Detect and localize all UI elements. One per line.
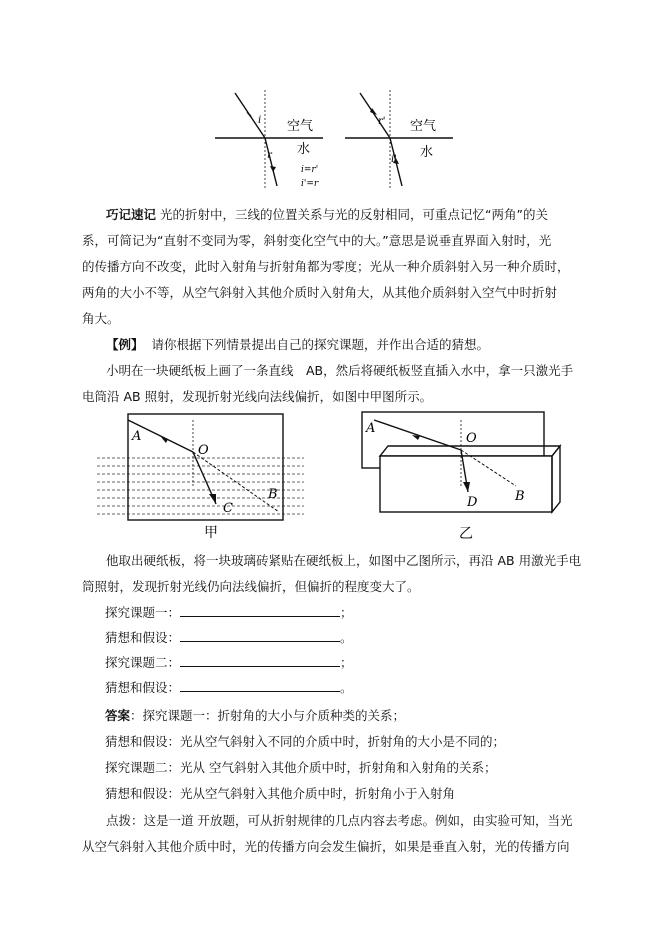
blank-topic-1 xyxy=(105,602,575,624)
air-label: 空气 xyxy=(287,119,314,134)
angle-i-label: i xyxy=(258,115,262,126)
point-D-yi: D xyxy=(467,495,478,510)
answer-line-4: 猜想和假设：光从空气斜射入其他介质中时，折射角小于入射角 xyxy=(105,786,456,801)
blank-hypothesis-1-field[interactable] xyxy=(180,628,340,642)
angle-r-label: r xyxy=(267,150,272,161)
example-para1-line2: 电筒沿 AB 照射，发现折射光线向法线偏折，如图中甲图所示。 xyxy=(82,389,433,404)
equation-2: i'=r xyxy=(301,179,319,189)
hint-line-2: 从空气斜射入其他介质中时，光的传播方向会发生偏折，如果是垂直入射，光的传播方向 xyxy=(82,839,570,854)
example-para1-line1: 小明在一块硬纸板上画了一条直线 AB，然后将硬纸板竖直插入水中，拿一只激光手 xyxy=(106,363,574,378)
point-A-yi: A xyxy=(366,421,376,436)
blank-hypothesis-1-end: 。 xyxy=(340,630,353,645)
point-B-yi: B xyxy=(515,489,525,504)
memo-line-5: 角大。 xyxy=(82,311,120,326)
memo-line-2: 系，可简记为“直射不变同为零，斜射变化空气中的大。”意思是说垂直界面入射时，光 xyxy=(82,233,552,248)
point-O-yi: O xyxy=(466,431,477,446)
point-C-jia: C xyxy=(223,501,233,516)
diagram-air-to-water xyxy=(215,90,323,190)
water-label: 水 xyxy=(297,142,311,157)
memo-line-1 xyxy=(82,202,582,228)
answer-line-2: 猜想和假设：光从空气斜射入不同的介质中时，折射角的大小是不同的； xyxy=(105,734,506,749)
blank-hypothesis-2-field[interactable] xyxy=(180,678,340,692)
blank-topic-2 xyxy=(105,652,575,674)
blank-topic-2-field[interactable] xyxy=(180,653,340,667)
blank-hypothesis-1-label: 猜想和假设： xyxy=(105,630,181,645)
example-label: 【例】 xyxy=(106,337,144,352)
point-B-jia: B xyxy=(268,487,278,502)
caption-jia: 甲 xyxy=(204,525,218,540)
memo-text-1: 光的折射中，三线的位置关系与光的反射相同，可重点记忆“两角”的关 xyxy=(160,207,548,222)
point-O-jia: O xyxy=(198,443,209,458)
answer-line-1 xyxy=(105,705,575,727)
blank-topic-1-field[interactable] xyxy=(180,603,340,617)
blank-topic-1-end: ； xyxy=(340,605,353,620)
water-label-right: 水 xyxy=(420,145,434,160)
example-para2-line1: 他取出硬纸板，将一块玻璃砖紧贴在硬纸板上，如图中乙图所示，再沿 AB 用激光手电 xyxy=(106,553,582,568)
memo-label: 巧记速记 xyxy=(106,207,157,222)
experiment-figure xyxy=(92,408,572,540)
point-A-jia: A xyxy=(132,429,142,444)
answer-line-3: 探究课题二：光从 空气斜射入其他介质中时，折射角和入射角的关系； xyxy=(105,760,497,775)
refraction-figure-top xyxy=(215,88,465,194)
angle-i-prime-label: i' xyxy=(391,154,397,165)
hint-line-1: 点拨：这是一道 开放题，可从折射规律的几点内容去考虑。例如，由实验可知，当光 xyxy=(106,813,573,828)
blank-hypothesis-2 xyxy=(105,677,575,699)
figure-jia xyxy=(97,414,304,540)
answer-text-1: ：探究课题一：折射角的大小与介质种类的关系； xyxy=(130,708,406,723)
answer-label: 答案 xyxy=(105,708,131,723)
angle-r-prime-label: r' xyxy=(378,116,386,127)
memo-line-4: 两角的大小不等，从空气斜射入其他介质时入射角大，从其他介质斜射入空气中时折射 xyxy=(82,285,558,300)
blank-hypothesis-2-label: 猜想和假设： xyxy=(105,680,181,695)
blank-topic-2-label: 探究课题二： xyxy=(105,655,181,670)
example-para2-line2: 筒照射，发现折射光线仍向法线偏折，但偏折的程度变大了。 xyxy=(82,579,420,594)
diagram-water-to-air xyxy=(345,90,453,190)
example-heading xyxy=(82,332,582,358)
figure-yi xyxy=(362,412,560,540)
memo-line-3: 的传播方向不改变，此时入射角与折射角都为零度；光从一种介质斜射入另一种介质时， xyxy=(82,259,570,274)
caption-yi: 乙 xyxy=(459,526,473,540)
blank-hypothesis-1 xyxy=(105,627,575,649)
blank-topic-2-end: ； xyxy=(340,655,353,670)
example-prompt: 请你根据下列情景提出自己的探究课题，并作出合适的猜想。 xyxy=(151,337,489,352)
equation-1: i=r' xyxy=(301,165,319,175)
blank-topic-1-label: 探究课题一： xyxy=(105,605,181,620)
blank-hypothesis-2-end: 。 xyxy=(340,680,353,695)
air-label-right: 空气 xyxy=(410,119,437,134)
